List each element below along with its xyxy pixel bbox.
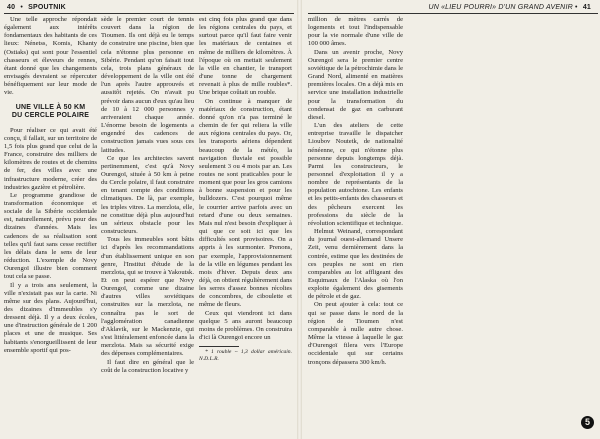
right-column-1 (308, 16, 403, 367)
body-paragraph: est cinq fois plus grand que dans les régions centrales du pays, et surtout parce qu'il faut faire venir les matériaux de centaines et même de milliers de kilomètres. À l'époque où on mettait seulement la ville en chantier, le transport d'une tonne de chargement revenait à plus de mille roubles*. Une brique coûtait un rouble. (199, 16, 292, 97)
left-column-1 (4, 16, 97, 355)
body-paragraph: Ceux qui viendront ici dans quelque 5 ans auront beaucoup moins de problèmes. On construira d'ici là Ourengoï encore un (199, 309, 292, 342)
body-paragraph: Tous les immeubles sont bâtis ici d'après les recommandations d'un établissement unique en son genre, l'Institut d'étude de la merzlota, qui se trouve à Yakoutsk. Et on peut espérer que Novy Ourengoï, comme une dizaine d'autres villes soviétiques construites sur la merzlota, ne connaîtra pas le sort de l'agglomération canadienne d'Aklavik, sur le Mackenzie, qui s'est littéralement enfoncée dans la merzlota. Mais sa sécurité exige des dépenses complémentaires. (101, 236, 194, 358)
footnote-rule (199, 346, 239, 347)
body-paragraph: Le programme grandiose de transformation économique et sociale de la Sibérie occidentale est, naturellement, prévu pour des dizaines d'années. Mais les cadences de sa réalisation sont telles qu'il faut sans cesse rectifier les délais dans le sens de leur réduction. L'exemple de Novy Ourengoï illustre bien comment tout cela se passe. (4, 191, 97, 281)
left-running-head (4, 3, 69, 13)
body-paragraph: On peut ajouter à cela: tout ce qui se passe dans le nord de la région de Tioumen n'est comparable à nulle autre chose. Même la vitesse à laquelle le gaz d'Ourengoï filera vers l'Europe occidentale qui sur certains tronçons dépassera 300 km/h. (308, 301, 403, 366)
left-page (0, 0, 298, 439)
body-paragraph: million de mètres carrés de logements et tout l'indispensable pour la vie normale d'une ville de 100 000 âmes. (308, 16, 403, 48)
left-column-2 (101, 16, 194, 375)
body-paragraph: Il faut dire en général que le coût de la construction locative y (101, 358, 194, 374)
right-running-head (428, 3, 594, 13)
body-paragraph: Dans un avenir proche, Novy Ourengoï sera le premier centre soviétique de la pétrochimie dans le Grand Nord, alimenté en matières premières locales. On a déjà mis en service une installation industrielle pour la transformation du condensat de gaz en carburant diesel. (308, 48, 403, 121)
body-paragraph: Il y a trois ans seulement, la ville n'existait pas sur la carte. Ni même sur des plans. Aujourd'hui, des dizaines d'immeubles s'y dressent déjà. Il y a deux écoles, une d'instruction générale de 1 200 places et une de musique. Ses habitants s'enorgueillissent de leur ensemble sportif qui pos- (4, 281, 97, 354)
heading-line: DU CERCLE POLAIRE (11, 112, 90, 120)
left-header-rule (4, 13, 294, 14)
heading-line: UNE VILLE À 50 KM (15, 103, 86, 111)
right-header-rule (308, 13, 598, 14)
right-page-number: 41 (582, 4, 591, 11)
footnote: * 1 rouble ~ 1,3 dollar américain. N.D.L.R. (199, 349, 292, 363)
left-dash: • (20, 4, 23, 11)
right-dash: • (575, 4, 578, 11)
body-paragraph: On continue à manquer de matériaux de construction, étant donné qu'on n'a pas terminé le chemin de fer qui reliera la ville aux régions centrales du pays. Or, les transports aériens dépendent beaucoup de la météo, la navigation fluviale est possible seulement 3 ou 4 mois par an. Les routes ne sont praticables pour le moment que pour les gros camions à bonne suspension et pour les bulldozers. C'est pourquoi même le courrier arrive parfois avec un retard d'une ou deux semaines. Mais nul n'est besoin d'expliquer à qui que ce soit ici que les difficultés sont provisoires. On a appris à les surmonter. Prenons, par exemple, l'approvisionnement de la ville en légumes pendant les mois d'hiver. Depuis deux ans déjà, on obtient régulièrement dans les serres d'assez bonnes récoltes de concombres, de ciboulette et même de fleurs. (199, 97, 292, 309)
page-number-badge: 5 (581, 416, 594, 429)
magazine-name: SPOUTNIK (28, 4, 66, 11)
left-page-number: 40 (7, 4, 16, 11)
running-title: UN «LIEU POURRI» D'UN GRAND AVENIR (428, 4, 573, 11)
body-paragraph: Pour réaliser ce qui avait été conçu, il fallait, sur un territoire de 1,5 fois plus grand que celui de la France, construire des milliers de kilomètres de routes et de chemins de fer, des villes avec une infrastructure moderne, créer des industries gazière et pétrolière. (4, 126, 97, 191)
left-column-3 (199, 16, 292, 363)
right-page (302, 0, 600, 439)
body-paragraph: Une telle approche répondait également aux intérêts fondamentaux des habitants de ces lieux: Nénetss, Komis, Khanty (Ostiaks) qui sont pour l'essentiel chasseurs et éleveurs de rennes, étant donné que les changements envisagés devraient se répercuter bénéfiquement sur leur mode de vie. (4, 16, 97, 97)
body-paragraph: sède le premier court de tennis couvert dans la région de Tioumen. Ils ont déjà eu le temps de construire une piscine, bien que cela n'étonne plus personne en Sibérie. Pendant qu'on faisait tout cela, trois plans généraux de développement de la ville ont été l'un après l'autre approuvés et aussitôt rejetés. On n'avait pu prévoir dans aucun d'eux qu'au lieu de 10 à 12 000 personnes y arriveraient chaque année. L'énorme besoin de logements a engendré des cadences de construction jamais vues sous ces latitudes. (101, 16, 194, 154)
body-paragraph: Ce que les architectes savent pertinemment, c'est qu'à Novy Ourengoï, située à 50 km à peine du Cercle polaire, il faut construire en tenant compte des conditions climatiques. De là, par exemple, les triples vitres. La merzlota, elle, ne constitue déjà plus aujourd'hui un sérieux obstacle pour les constructeurs. (101, 154, 194, 236)
body-paragraph: Helmut Weinand, correspondant du journal ouest-allemand Unsere Zeit, venu dernièrement dans la contrée, estime que les destinées de ces peuples ne sont en rien comparables au lot affligeant des Esquimaux de l'Alaska où l'on exploite également des gisements de pétrole et de gaz. (308, 228, 403, 301)
body-paragraph: L'un des ateliers de cette entreprise travaille le dispatcher Lioubov Noutetk, de nationalité nénéenne, ce qui n'étonne plus personne depuis longtemps déjà. Parmi les constructeurs, le personnel d'exploitation il y a nombre de représentants de la population autochtone. Les enfants et les petits-enfants des chasseurs et des pêcheurs exercent les professions du siècle de la révolution scientifique et technique. (308, 122, 403, 227)
section-heading (4, 104, 97, 121)
